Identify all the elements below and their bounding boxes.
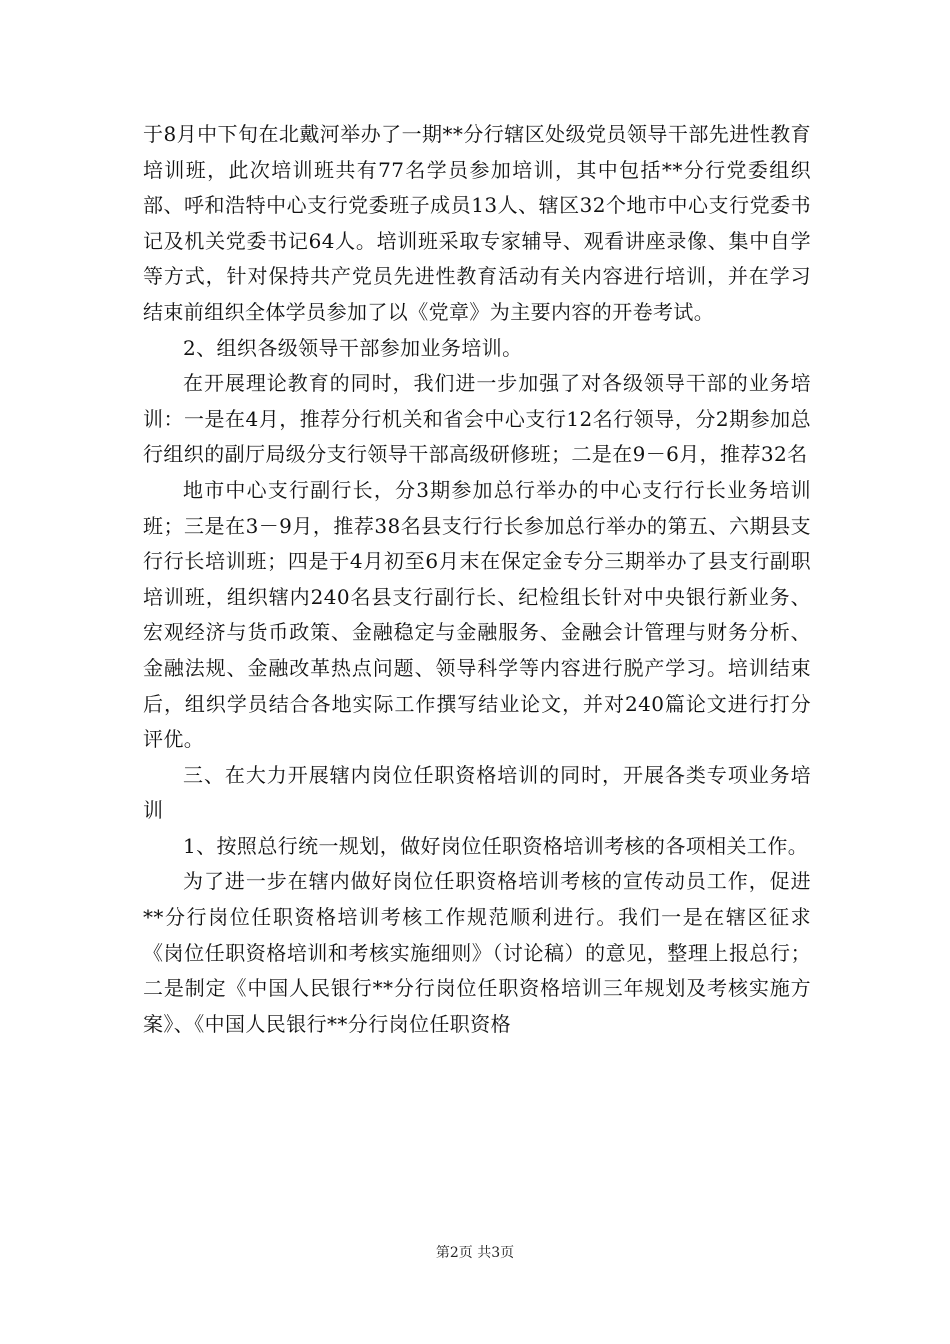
paragraph-vice-president-training: 地市中心支行副行长，分3期参加总行举办的中心支行行长业务培训班；三是在3－9月，推荐38名县支行行长参加总行举办的第五、六期县支行行长培训班；四是于4月初至6月末在保定金专分三期举办了县支行副职培训班，组织辖内240名县支行副行长、纪检组长针对中央银行新业务、宏观经济与货币政策、金融稳定与金融服务、金融会计管理与财务分析、金融法规、金融改革热点问题、领导科学等内容进行脱产学习。培训结束后，组织学员结合各地实际工作撰写结业论文，并对240篇论文进行打分评优。 (143, 477, 811, 752)
paragraph-heading-business-training: 2、组织各级领导干部参加业务培训。 (183, 335, 523, 360)
current-page-number: 2 (449, 1245, 459, 1261)
paragraph-section-three-heading: 三、在大力开展辖内岗位任职资格培训的同时，开展各类专项业务培训 (143, 762, 811, 823)
page-middle-text: 页 共 (458, 1245, 492, 1261)
paragraph-leader-training: 在开展理论教育的同时，我们进一步加强了对各级领导干部的业务培训：一是在4月，推荐分行机关和省会中心支行12名行领导，分2期参加总行组织的副厅局级分支行领导干部高级研修班；二是在9－6月，推荐32名 (143, 371, 811, 467)
page-prefix: 第 (435, 1245, 450, 1261)
page-number-footer (0, 1244, 950, 1262)
document-body (143, 117, 811, 1042)
paragraph-qualification-work: 为了进一步在辖内做好岗位任职资格培训考核的宣传动员工作，促进**分行岗位任职资格培训考核工作规范顺利进行。我们一是在辖区征求《岗位任职资格培训和考核实施细则》（讨论稿）的意见，整理上报总行；二是制定《中国人民银行**分行岗位任职资格培训三年规划及考核实施方案》、《中国人民银行**分行岗位任职资格 (143, 869, 811, 1036)
total-page-number: 3 (491, 1245, 501, 1261)
paragraph-training-class: 于8月中下旬在北戴河举办了一期**分行辖区处级党员领导干部先进性教育培训班，此次培训班共有77名学员参加培训，其中包括**分行党委组织部、呼和浩特中心支行党委班子成员13人、辖区32个地市中心支行党委书记及机关党委书记64人。培训班采取专家辅导、观看讲座录像、集中自学等方式，针对保持共产党员先进性教育活动有关内容进行培训，并在学习结束前组织全体学员参加了以《党章》为主要内容的开卷考试。 (143, 122, 811, 324)
paragraph-heading-qualification-training: 1、按照总行统一规划，做好岗位任职资格培训考核的各项相关工作。 (183, 833, 809, 858)
page-suffix: 页 (500, 1245, 515, 1261)
